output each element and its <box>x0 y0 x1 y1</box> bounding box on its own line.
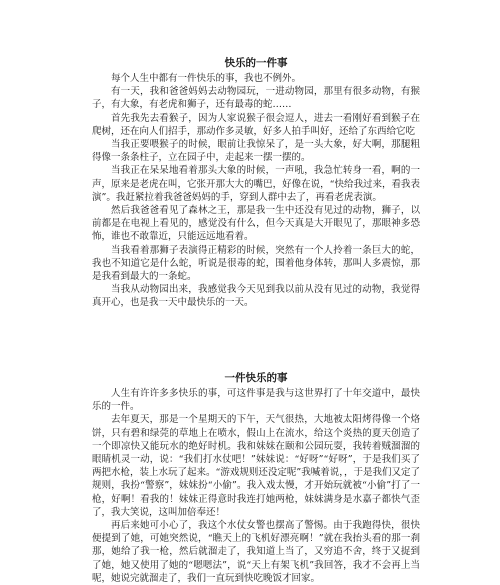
essay-paragraph: 当我看着那狮子表演得正精彩的时候，突然有一个人拎着一条巨大的蛇，我也不知道它是什么蛇，听说是很毒的蛇，围着他身体转，那叫人多震惊，那是我看到最大的一条蛇。 <box>92 244 420 283</box>
essay-paragraph: 人生有许许多多快乐的事，可这件事是我与这世界打了十年交道中，最快乐的一件。 <box>92 388 420 413</box>
essay-paragraph: 然后我爸爸看见了森林之王，那是我一生中还没有见过的动物，狮子，以前都是在电视上看见的，感觉没有什么，但今天真是大开眼见了，那眼神多恐怖，谁也不敢靠近，只能远远地看着。 <box>92 205 420 243</box>
essay-paragraph: 当我正要喂猴子的时候，眼前让我惊呆了，是一头大象，好大啊，那腿粗得像一条条柱子，立在园子中，走起来一摆一摆的。 <box>92 139 420 164</box>
essay-happy-thing <box>92 56 420 310</box>
essay-paragraph: 当我正在呆呆地看着那头大象的时候，一声吼，我急忙转身一看，啊的一声，原来是老虎在叫，它张开那大大的嘴巴，好像在说，“快给我过来，看我表演”。我赶紧拉着我爸爸妈妈的手，穿到人群中去了，再看老虎表演。 <box>92 165 420 203</box>
essay-paragraph: 首先我先去看猴子，因为人家说猴子很会逗人，进去一看刚好看到猴子在爬树，还在向人们招手，那动作多灵敏，好多人拍手叫好，还给了东西给它吃 <box>92 112 420 137</box>
essay-title: 一件快乐的事 <box>224 372 288 384</box>
essay-title: 快乐的一件事 <box>224 57 288 69</box>
essay-paragraph: 每个人生中都有一件快乐的事，我也不例外。 <box>111 73 302 84</box>
essay-paragraph: 有一天，我和爸爸妈妈去动物园玩，一进动物园，那里有很多动物，有猴子，有大象，有老虎和狮子，还有最毒的蛇…… <box>92 86 420 111</box>
essay-paragraph: 去年夏天，那是一个星期天的下午，天气很热，大地被太阳烤得像一个烙饼，只有碧和绿莞的草地上在喷水，假山上在流水，给这个炎热的夏天创造了一个即凉快又能玩水的绝好时机。我和妹妹在颐和公园玩耍，我转着贼溜溜的眼睛机灵一动，说：“我们打水仗吧！”妹妹说：“好呀”“好呀”，于是我们买了两把水枪，装上水玩了起来。“游戏规则还没定呢”我喊着说，，于是我们又定了规则，我扮“警察”，妹妹扮“小偷”。我入戏太慢，才开始玩就被“小偷”打了一枪，好啊！看我的！妹妹正得意时我连打她两枪，妹妹满身是水嘉子都快气歪了，我大笑说，这叫加倍奉还！ <box>92 414 420 518</box>
essay-paragraph: 当我从动物园出来，我感觉我今天见到我以前从没有见过的动物，我觉得真开心，也是我一天中最快乐的一天。 <box>92 284 420 309</box>
essay-paragraph: 再后来她可小心了，我这个水仗女警也摆高了警惕。由于我跑得快，很快便提到了她，可她突然说，“瞧天上的飞机好漂亮啊！”就在我抬头看的那一刹那，她给了我一枪，然后就溜走了，我知道上当了，又穷追不舍，终于又捉到了她，她又使用了她的“嗯嗯法”，说“天上有架飞机”我回答，我才不会再上当呢，她说完就溜走了，我们一直玩到快吃晚饭才回家。 <box>92 520 420 584</box>
essay-one-happy-thing <box>92 371 420 585</box>
